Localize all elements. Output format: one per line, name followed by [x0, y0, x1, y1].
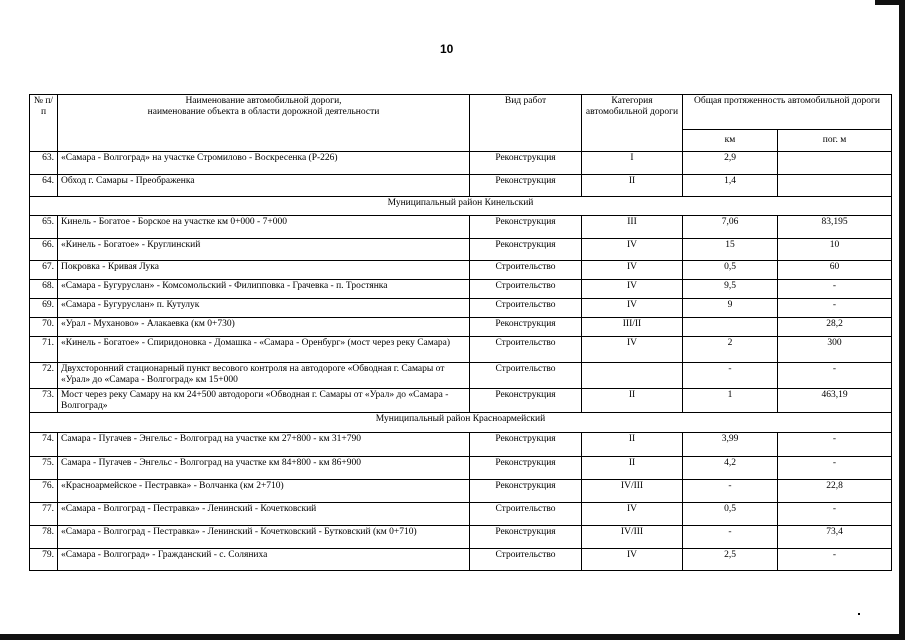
header-name: [58, 95, 470, 152]
cell-work-type: Реконструкция: [470, 457, 582, 480]
header-no: № п/п: [30, 95, 58, 152]
section-title: Муниципальный район Кинельский: [30, 197, 892, 216]
cell-category: II: [582, 457, 683, 480]
cell-no: 78.: [30, 526, 58, 549]
table-row: [30, 261, 892, 280]
cell-length-km: 2: [683, 337, 778, 363]
scan-speck: [858, 613, 860, 615]
cell-length-m: 300: [778, 337, 892, 363]
header-work: Вид работ: [470, 95, 582, 152]
header-name-line1: Наименование автомобильной дороги,: [185, 96, 342, 106]
roads-table-body: [30, 95, 892, 571]
cell-no: 66.: [30, 239, 58, 261]
cell-road-name: «Кинель - Богатое» - Спиридоновка - Домашка - «Самара - Оренбург» (мост через реку Самара): [58, 337, 470, 363]
cell-category: IV: [582, 503, 683, 526]
cell-length-km: 1,4: [683, 175, 778, 197]
cell-length-m: -: [778, 299, 892, 318]
cell-work-type: Реконструкция: [470, 526, 582, 549]
cell-work-type: Реконструкция: [470, 389, 582, 413]
cell-category: III/II: [582, 318, 683, 337]
cell-road-name: «Красноармейское - Пестравка» - Волчанка (км 2+710): [58, 480, 470, 503]
cell-length-km: -: [683, 526, 778, 549]
cell-length-km: 3,99: [683, 433, 778, 457]
cell-length-m: 28,2: [778, 318, 892, 337]
cell-category: [582, 363, 683, 389]
cell-road-name: Самара - Пугачев - Энгельс - Волгоград на участке км 84+800 - км 86+900: [58, 457, 470, 480]
cell-road-name: «Самара - Бугуруслан» п. Кутулук: [58, 299, 470, 318]
cell-work-type: Реконструкция: [470, 480, 582, 503]
cell-length-km: -: [683, 480, 778, 503]
cell-length-m: -: [778, 433, 892, 457]
cell-work-type: Строительство: [470, 280, 582, 299]
cell-length-km: 1: [683, 389, 778, 413]
scan-edge-right: [899, 0, 905, 640]
table-row: [30, 318, 892, 337]
cell-category: IV/III: [582, 526, 683, 549]
cell-road-name: «Самара - Волгоград - Пестравка» - Ленинский - Кочетковский - Бутковский (км 0+710): [58, 526, 470, 549]
cell-length-km: -: [683, 363, 778, 389]
cell-length-km: [683, 318, 778, 337]
cell-road-name: «Урал - Муханово» - Алакаевка (км 0+730): [58, 318, 470, 337]
table-row: [30, 363, 892, 389]
table-row: [30, 337, 892, 363]
cell-length-m: -: [778, 457, 892, 480]
cell-length-km: 4,2: [683, 457, 778, 480]
table-row: [30, 152, 892, 175]
cell-work-type: Строительство: [470, 299, 582, 318]
cell-length-m: -: [778, 503, 892, 526]
scan-edge-bottom: [0, 634, 905, 640]
cell-no: 67.: [30, 261, 58, 280]
cell-no: 64.: [30, 175, 58, 197]
cell-length-km: 0,5: [683, 503, 778, 526]
cell-no: 73.: [30, 389, 58, 413]
table-row: [30, 503, 892, 526]
cell-road-name: Обход г. Самары - Преображенка: [58, 175, 470, 197]
cell-length-km: 0,5: [683, 261, 778, 280]
cell-category: II: [582, 433, 683, 457]
table-row: [30, 280, 892, 299]
cell-length-m: 60: [778, 261, 892, 280]
cell-category: IV: [582, 280, 683, 299]
cell-length-m: 83,195: [778, 216, 892, 239]
cell-no: 68.: [30, 280, 58, 299]
cell-category: IV: [582, 549, 683, 571]
cell-work-type: Реконструкция: [470, 152, 582, 175]
table-row: [30, 526, 892, 549]
cell-category: IV: [582, 337, 683, 363]
header-km: км: [683, 130, 778, 152]
cell-work-type: Реконструкция: [470, 216, 582, 239]
header-row: [30, 95, 892, 130]
cell-length-km: 9: [683, 299, 778, 318]
cell-length-m: -: [778, 280, 892, 299]
cell-no: 70.: [30, 318, 58, 337]
header-name-line2: наименование объекта в области дорожной деятельности: [147, 106, 380, 117]
cell-work-type: Реконструкция: [470, 318, 582, 337]
cell-category: IV: [582, 239, 683, 261]
cell-length-m: 73,4: [778, 526, 892, 549]
header-m: пог. м: [778, 130, 892, 152]
cell-length-m: 22,8: [778, 480, 892, 503]
table-row: [30, 216, 892, 239]
cell-road-name: Двухсторонний стационарный пункт весового контроля на автодороге «Обводная г. Самары от «Урал» до «Самара - Волгоград» км 15+000: [58, 363, 470, 389]
table-row: [30, 480, 892, 503]
section-title: Муниципальный район Красноармейский: [30, 413, 892, 433]
section-row-1: [30, 197, 892, 216]
cell-length-km: 9,5: [683, 280, 778, 299]
cell-no: 77.: [30, 503, 58, 526]
cell-no: 63.: [30, 152, 58, 175]
roads-table: [29, 94, 892, 571]
cell-no: 71.: [30, 337, 58, 363]
cell-road-name: Кинель - Богатое - Борское на участке км 0+000 - 7+000: [58, 216, 470, 239]
header-length: Общая протяженность автомобильной дороги: [683, 95, 892, 130]
cell-road-name: «Кинель - Богатое» - Круглинский: [58, 239, 470, 261]
cell-road-name: Самара - Пугачев - Энгельс - Волгоград на участке км 27+800 - км 31+790: [58, 433, 470, 457]
table-row: [30, 433, 892, 457]
cell-no: 65.: [30, 216, 58, 239]
cell-no: 69.: [30, 299, 58, 318]
cell-no: 75.: [30, 457, 58, 480]
cell-length-km: 2,9: [683, 152, 778, 175]
cell-road-name: «Самара - Бугуруслан» - Комсомольский - Филипповка - Грачевка - п. Тростянка: [58, 280, 470, 299]
cell-category: IV/III: [582, 480, 683, 503]
cell-length-m: [778, 175, 892, 197]
header-category: Категория автомобильной дороги: [582, 95, 683, 152]
cell-work-type: Реконструкция: [470, 239, 582, 261]
cell-no: 74.: [30, 433, 58, 457]
cell-road-name: Покровка - Кривая Лука: [58, 261, 470, 280]
cell-work-type: Строительство: [470, 549, 582, 571]
scan-edge-top: [875, 0, 905, 5]
cell-length-m: -: [778, 363, 892, 389]
cell-no: 79.: [30, 549, 58, 571]
cell-road-name: Мост через реку Самару на км 24+500 автодороги «Обводная г. Самары от «Урал» до «Самара - Волгоград»: [58, 389, 470, 413]
cell-no: 76.: [30, 480, 58, 503]
table-row: [30, 549, 892, 571]
cell-length-km: 7,06: [683, 216, 778, 239]
cell-work-type: Реконструкция: [470, 175, 582, 197]
cell-work-type: Строительство: [470, 261, 582, 280]
cell-road-name: «Самара - Волгоград» - Гражданский - с. Соляниха: [58, 549, 470, 571]
cell-no: 72.: [30, 363, 58, 389]
cell-category: III: [582, 216, 683, 239]
cell-road-name: «Самара - Волгоград» на участке Стромилово - Воскресенка (Р-226): [58, 152, 470, 175]
table-row: [30, 239, 892, 261]
cell-length-km: 15: [683, 239, 778, 261]
table-row: [30, 457, 892, 480]
table-row: [30, 389, 892, 413]
table-row: [30, 175, 892, 197]
table-row: [30, 299, 892, 318]
cell-length-m: -: [778, 549, 892, 571]
cell-work-type: Строительство: [470, 503, 582, 526]
cell-category: II: [582, 389, 683, 413]
cell-category: IV: [582, 261, 683, 280]
section-row-2: [30, 413, 892, 433]
cell-length-km: 2,5: [683, 549, 778, 571]
cell-work-type: Строительство: [470, 363, 582, 389]
cell-road-name: «Самара - Волгоград - Пестравка» - Ленинский - Кочетковский: [58, 503, 470, 526]
cell-length-m: [778, 152, 892, 175]
cell-category: IV: [582, 299, 683, 318]
cell-work-type: Строительство: [470, 337, 582, 363]
cell-work-type: Реконструкция: [470, 433, 582, 457]
cell-length-m: 463,19: [778, 389, 892, 413]
page-number: 10: [440, 42, 454, 56]
cell-length-m: 10: [778, 239, 892, 261]
cell-category: II: [582, 175, 683, 197]
cell-category: I: [582, 152, 683, 175]
